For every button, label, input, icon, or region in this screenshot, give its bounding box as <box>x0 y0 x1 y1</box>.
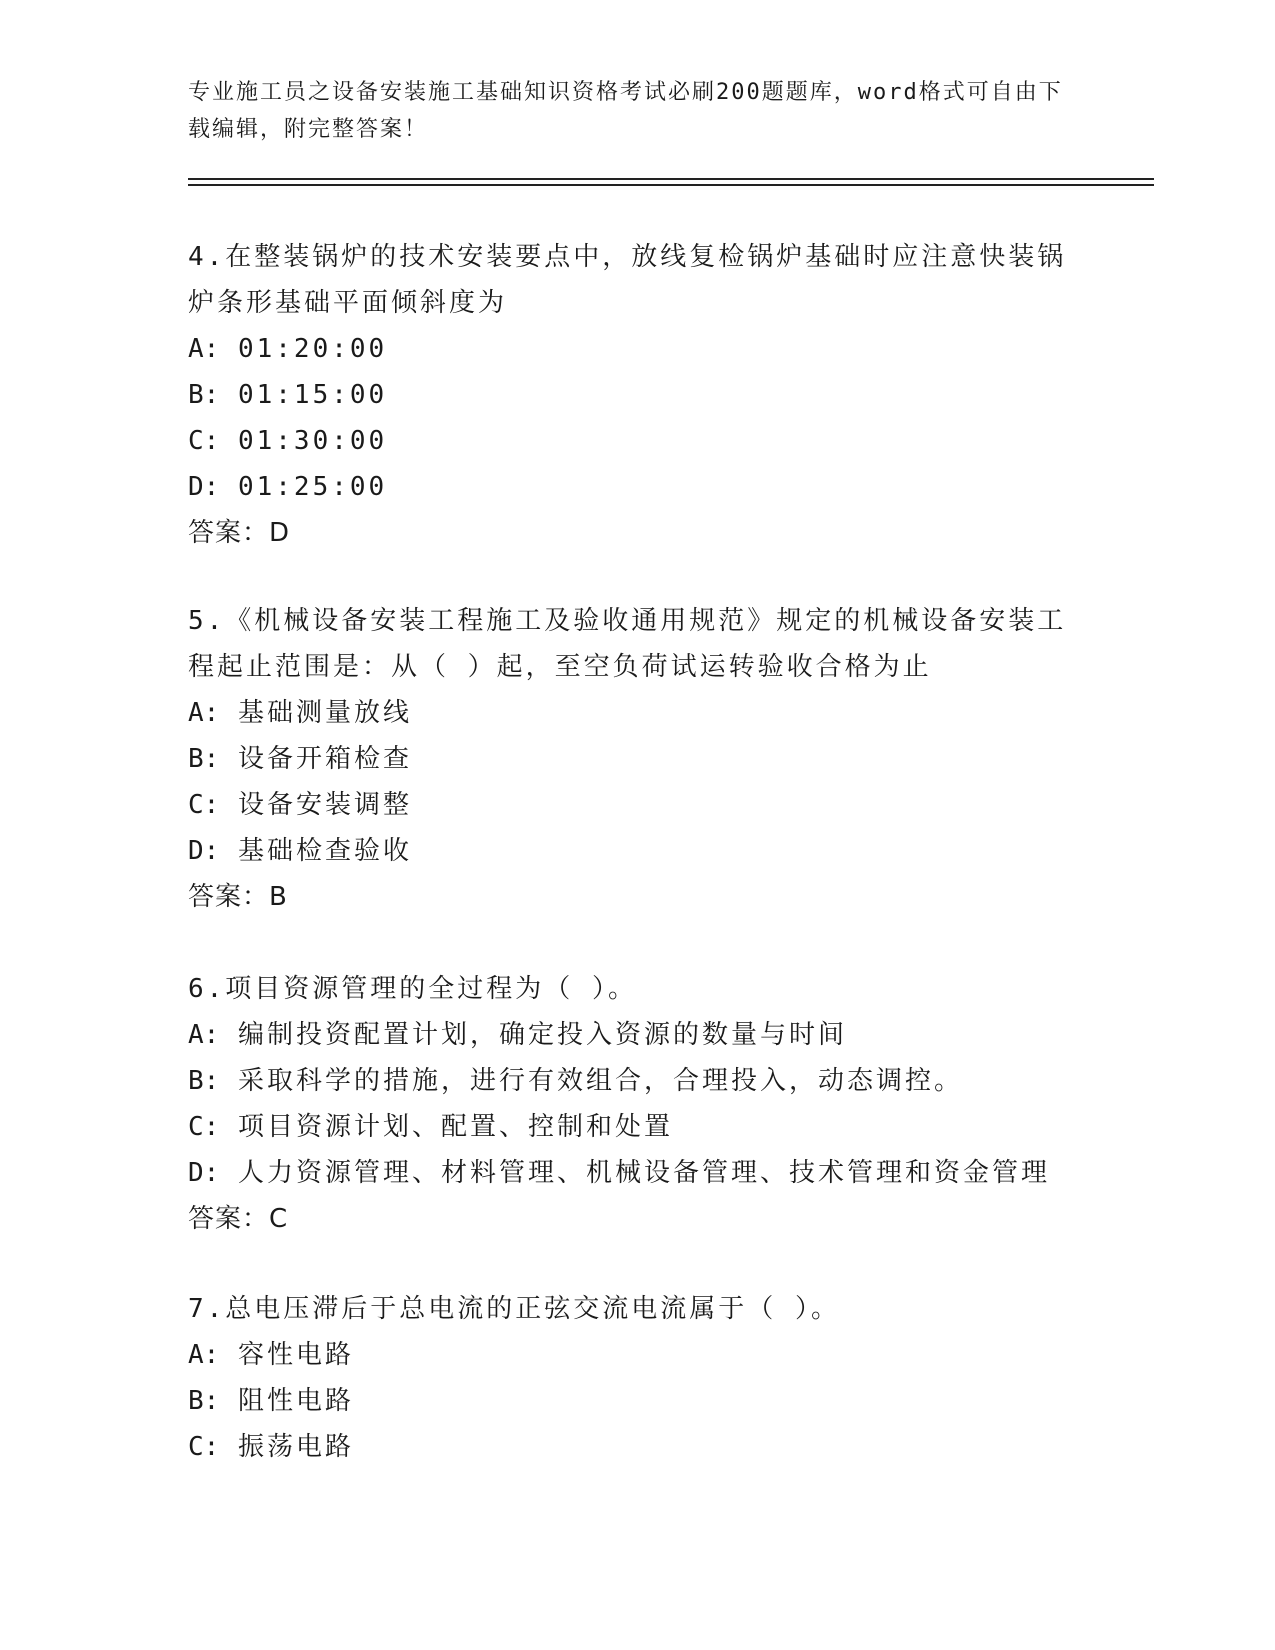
option-b: B: 设备开箱检查 <box>188 744 412 774</box>
option-b: B: 阻性电路 <box>188 1386 354 1416</box>
question-7 <box>188 1286 1088 1470</box>
question-4 <box>188 234 1088 556</box>
question-text: 6.项目资源管理的全过程为（ ）。 <box>188 974 637 1004</box>
question-6 <box>188 966 1088 1242</box>
question-5 <box>188 598 1088 920</box>
option-c: C: 振荡电路 <box>188 1432 354 1462</box>
answer: 答案：C <box>188 1204 289 1234</box>
option-a: A: 编制投资配置计划，确定投入资源的数量与时间 <box>188 1020 847 1050</box>
header-divider-bottom <box>188 184 1154 186</box>
option-a: A: 容性电路 <box>188 1340 354 1370</box>
header-divider-top <box>188 178 1154 180</box>
question-text: 7.总电压滞后于总电流的正弦交流电流属于（ ）。 <box>188 1294 840 1324</box>
option-c: C: 设备安装调整 <box>188 790 412 820</box>
option-b: B: 采取科学的措施，进行有效组合，合理投入，动态调控。 <box>188 1066 963 1096</box>
question-text: 4.在整装锅炉的技术安装要点中，放线复检锅炉基础时应注意快装锅炉条形基础平面倾斜度为 <box>188 242 1067 318</box>
answer: 答案：B <box>188 882 288 912</box>
option-b: B: 01:15:00 <box>188 380 388 410</box>
option-d: D: 01:25:00 <box>188 472 388 502</box>
option-a: A: 基础测量放线 <box>188 698 412 728</box>
option-d: D: 基础检查验收 <box>188 836 412 866</box>
option-a: A: 01:20:00 <box>188 334 388 364</box>
option-c: C: 01:30:00 <box>188 426 388 456</box>
header-title: 专业施工员之设备安装施工基础知识资格考试必刷200题题库，word格式可自由下载编辑，附完整答案！ <box>188 80 1063 142</box>
question-text: 5.《机械设备安装工程施工及验收通用规范》规定的机械设备安装工程起止范围是：从（ ）起，至空负荷试运转验收合格为止 <box>188 606 1067 682</box>
option-c: C: 项目资源计划、配置、控制和处置 <box>188 1112 673 1142</box>
document-header <box>188 74 1068 148</box>
option-d: D: 人力资源管理、材料管理、机械设备管理、技术管理和资金管理 <box>188 1158 1050 1188</box>
answer: 答案：D <box>188 518 291 548</box>
